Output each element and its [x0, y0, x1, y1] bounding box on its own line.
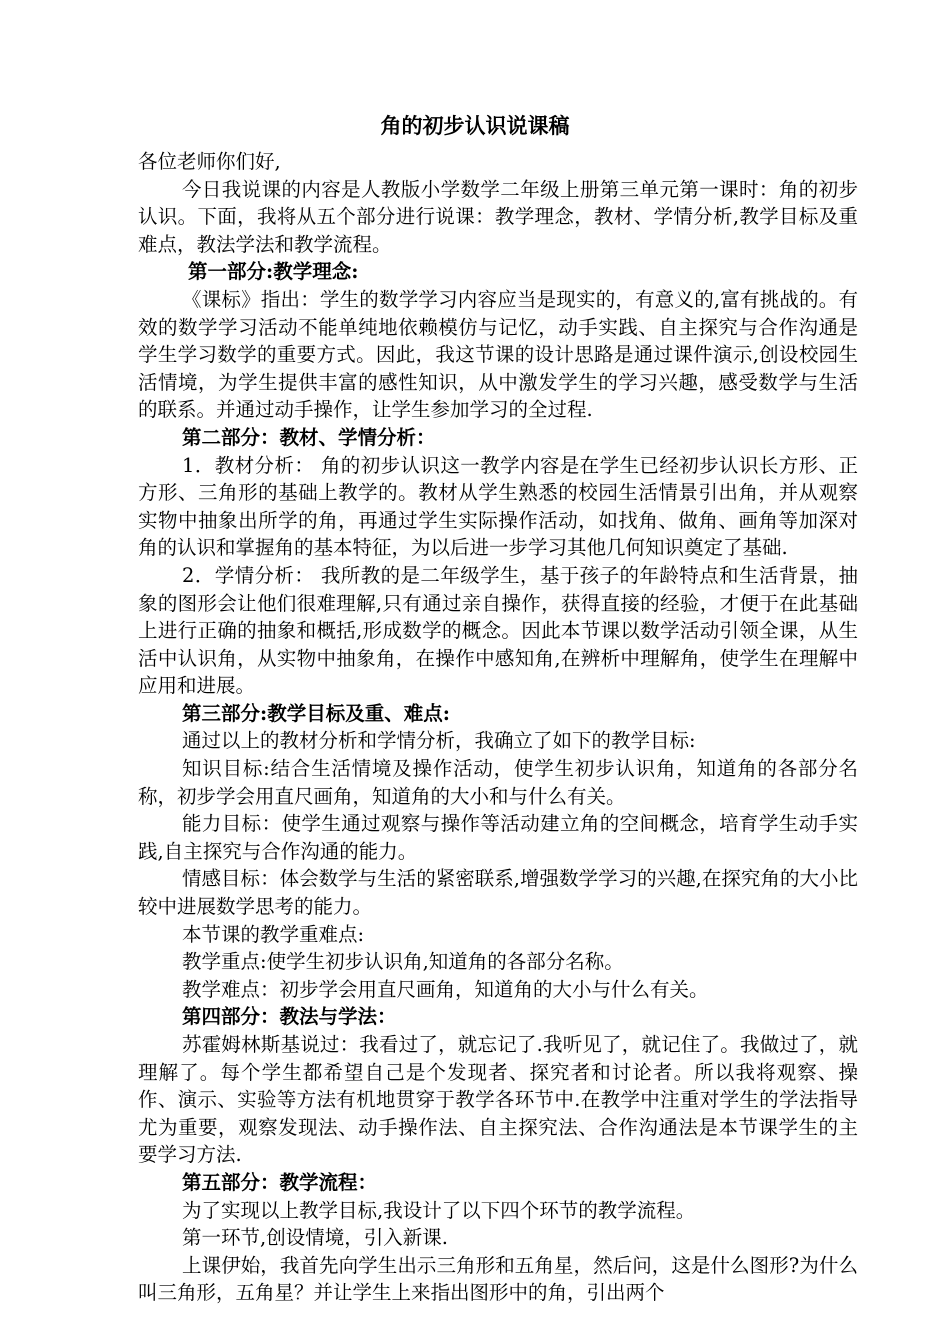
- section-1-paragraph: 《课标》指出：学生的数学学习内容应当是现实的，有意义的,富有挑战的。有效的数学学习活动不能单纯地依赖模仿与记忆，动手实践、自主探究与合作沟通是学生学习数学的重要方式。因此，我这节课的设计思路是通过课件演示,创设校园生活情境，为学生提供丰富的感性知识，从中激发学生的学习兴趣，感受数学与生活的联系。并通过动手操作，让学生参加学习的全过程.: [138, 287, 858, 422]
- section-heading-5: 第五部分：教学流程：: [182, 1170, 378, 1194]
- step-1-heading: 第一环节,创设情境，引入新课.: [182, 1226, 448, 1250]
- objectives-intro-paragraph: 通过以上的教材分析和学情分析，我确立了如下的教学目标:: [182, 729, 696, 753]
- greeting: 各位老师你们好,: [138, 150, 281, 173]
- document-body: [138, 148, 858, 1307]
- process-intro-paragraph: 为了实现以上教学目标,我设计了以下四个环节的教学流程。: [182, 1198, 696, 1222]
- section-heading-2: 第二部分：教材、学情分析：: [182, 425, 436, 449]
- section-heading-4: 第四部分：教法与学法：: [182, 1005, 397, 1029]
- textbook-analysis-paragraph: 1．教材分析： 角的初步认识这一教学内容是在学生已经初步认识长方形、正方形、三角形的基础上教学的。教材从学生熟悉的校园生活情景引出角，并从观察实物中抽象出所学的角，再通过学生实际操作活动，如找角、做角、画角等加深对角的认识和掌握角的基本特征，为以后进一步学习其他几何知识奠定了基础.: [138, 453, 858, 560]
- knowledge-objective-paragraph: 知识目标:结合生活情境及操作活动，使学生初步认识角，知道角的各部分名称，初步学会用直尺画角，知道角的大小和与什么有关。: [138, 757, 858, 808]
- document-title: 角的初步认识说课稿: [380, 113, 570, 138]
- teaching-focus: 教学重点:使学生初步认识角,知道角的各部分名称。: [182, 950, 624, 974]
- ability-objective-paragraph: 能力目标：使学生通过观察与操作等活动建立角的空间概念，培育学生动手实践,自主探究与合作沟通的能力。: [138, 812, 858, 863]
- step-1-paragraph: 上课伊始，我首先向学生出示三角形和五角星，然后问，这是什么图形?为什么叫三角形，五角星？并让学生上来指出图形中的角，引出两个: [138, 1253, 858, 1305]
- teaching-difficulty: 教学难点：初步学会用直尺画角，知道角的大小与什么有关。: [182, 977, 709, 1001]
- key-points-intro: 本节课的教学重难点:: [182, 922, 365, 946]
- student-analysis-paragraph: 2．学情分析： 我所教的是二年级学生，基于孩子的年龄特点和生活背景，抽象的图形会让他们很难理解,只有通过亲自操作，获得直接的经验，才便于在此基础上进行正确的抽象和概括,形成数学的概念。因此本节课以数学活动引领全课，从生活中认识角，从实物中抽象角，在操作中感知角,在辨析中理解角，使学生在理解中应用和进展。: [138, 563, 858, 698]
- methods-paragraph: 苏霍姆林斯基说过：我看过了，就忘记了.我听见了，就记住了。我做过了，就理解了。每个学生都希望自己是个发现者、探究者和讨论者。所以我将观察、操作、演示、实验等方法有机地贯穿于教学各环节中.在教学中注重对学生的学法指导尤为重要，观察发现法、动手操作法、自主探究法、合作沟通法是本节课学生的主要学习方法.: [138, 1033, 858, 1167]
- section-heading-1: 第一部分:教学理念:: [188, 260, 359, 284]
- intro-paragraph: 今日我说课的内容是人教版小学数学二年级上册第三单元第一课时：角的初步认识。下面，我将从五个部分进行说课：教学理念，教材、学情分析,教学目标及重难点，教法学法和教学流程。: [138, 177, 858, 256]
- emotion-objective-paragraph: 情感目标：体会数学与生活的紧密联系,增强数学学习的兴趣,在探究角的大小比较中进展数学思考的能力。: [138, 867, 858, 919]
- section-heading-3: 第三部分:教学目标及重、难点:: [182, 701, 450, 725]
